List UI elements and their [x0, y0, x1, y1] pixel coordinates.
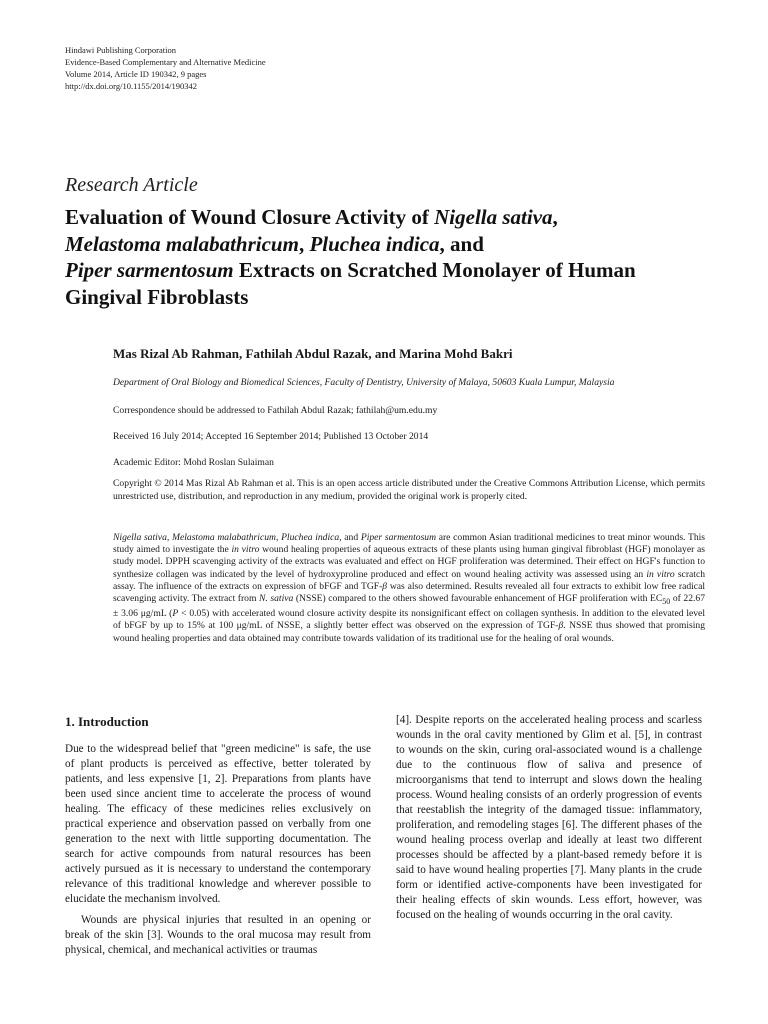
abstract-italic: P — [172, 608, 179, 620]
volume-line: Volume 2014, Article ID 190342, 9 pages — [65, 69, 207, 79]
author-list: Mas Rizal Ab Rahman, Fathilah Abdul Razak, and Marina Mohd Bakri — [113, 346, 513, 361]
abstract-italic: N. sativa — [259, 593, 294, 605]
body-column-left — [65, 712, 371, 958]
abstract-text: , and — [339, 532, 361, 543]
abstract-italic: β — [558, 620, 564, 632]
abstract-text: , — [275, 532, 282, 543]
abstract-subscript: 50 — [662, 596, 671, 606]
abstract-text: . NSSE thus showed that promising wound healing properties and data obtained may contribute towards validation of its traditional use for the healing of oral wounds. — [113, 620, 705, 644]
abstract-text: scratch assay. The influence of the extracts on expression of bFGF and TGF- — [113, 568, 705, 592]
body-paragraph: Wounds are physical injuries that resulted in an opening or break of the skin [3]. Wounds to the oral mucosa may result from physical, chemical, and mechanical activities or traumas — [65, 914, 371, 956]
title-species: Pluchea indica — [309, 231, 440, 256]
title-part: , and — [439, 231, 484, 256]
body-paragraph: Due to the widespread belief that "green medicine" is safe, the use of plant products is perceived as effective, better tolerated by patients, and less expensive [1, 2]. Preparations from plants have been used since ancient time to accelerate the process of wound healing. The efficacy of these medicines relies exclusively on practical experience and observation passed on verbally from one generation to the next with little supporting documentation. The search for active compounds from natural resources has been actively pursued as it is necessary to understand the contemporary relevance of this traditional knowledge and wherever possible to elucidate the mechanism involved. — [65, 743, 371, 905]
title-species: Piper sarmentosum — [65, 258, 234, 282]
abstract-text: was also determined. Results revealed all four extracts to exhibit low free radical scavenging activity. The extract from — [113, 580, 705, 605]
affiliation: Department of Oral Biology and Biomedical Sciences, Faculty of Dentistry, University of Malaya, 50603 Kuala Lumpur, Malaysia — [113, 377, 615, 388]
title-part: , — [298, 231, 310, 256]
journal-name: Evidence-Based Complementary and Alternative Medicine — [65, 57, 266, 67]
abstract-text: < 0.05) with accelerated wound closure activity despite its nonsignificant effect on collagen synthesis. In addition to the elevated level of bFGF by up to 15% at 100 μg/mL of NSSE, a slightly better effect was observed on the expression of TGF- — [113, 608, 705, 632]
abstract-text: (NSSE) compared to the others showed favourable enhancement of HGF proliferation with EC — [293, 593, 663, 605]
body-column-right — [396, 713, 702, 923]
publication-dates: Received 16 July 2014; Accepted 16 September 2014; Published 13 October 2014 — [113, 431, 429, 442]
article-title — [65, 204, 705, 310]
abstract-italic: Nigella sativa — [113, 532, 167, 543]
abstract-text: are common Asian traditional medicines to treat minor wounds. This study aimed to investigate the — [113, 532, 706, 556]
abstract — [113, 532, 705, 645]
title-part: , — [552, 205, 558, 229]
title-part: Evaluation of Wound Closure Activity of — [65, 205, 435, 229]
correspondence: Correspondence should be addressed to Fathilah Abdul Razak; fathilah@um.edu.my — [113, 405, 438, 416]
abstract-italic: β — [382, 580, 388, 592]
title-species: Nigella sativa — [434, 205, 553, 229]
publisher-line: Hindawi Publishing Corporation — [65, 45, 176, 55]
abstract-italic: in vitro — [646, 568, 675, 580]
abstract-text: of 22.67 ± 3.06 μg/mL ( — [113, 593, 705, 620]
doi-link[interactable]: http://dx.doi.org/10.1155/2014/190342 — [65, 81, 197, 91]
abstract-italic: Pluchea indica — [281, 532, 340, 543]
section-heading: 1. Introduction — [65, 714, 149, 729]
abstract-italic: Piper sarmentosum — [360, 532, 437, 543]
abstract-italic: Melastoma malabathricum — [171, 532, 276, 543]
article-type: Research Article — [65, 174, 198, 196]
title-species: Melastoma malabathricum — [65, 231, 299, 256]
abstract-italic: in vitro — [231, 544, 260, 556]
academic-editor: Academic Editor: Mohd Roslan Sulaiman — [113, 457, 274, 468]
copyright-notice: Copyright © 2014 Mas Rizal Ab Rahman et al. This is an open access article distributed under the Creative Commons Attribution License, which permits unrestricted use, distribution, and reproduction in any medium, provided the original work is properly cited. — [113, 478, 705, 502]
body-paragraph: [4]. Despite reports on the accelerated healing process and scarless wounds in the oral cavity mentioned by Glim et al. [5], in contrast to wounds on the skin, curing oral-associated wound is a challenge due to the continuous flow of saliva and presence of microorganisms that tend to interrupt and slows down the healing process. Wound healing consists of an orderly progression of events that reestablish the integrity of the damaged tissue: inflammatory, proliferation, and remodeling stages [6]. The different phases of the wound healing process overlap and ideally at least two different processes should be affected by a plant-based remedy before it is said to have wound healing properties [7]. Many plants in the crude form or identified active-components have been investigated for their healing effects of skin wounds. Less effort, however, was focused on the healing of wounds occurring in the oral cavity. — [396, 714, 702, 921]
title-part: Extracts on Scratched Monolayer of Human Gingival Fibroblasts — [65, 258, 636, 309]
journal-header — [65, 44, 266, 92]
abstract-text: wound healing properties of aqueous extracts of these plants using human gingival fibroblast (HGF) monolayer as study model. DPPH scavenging activity of the extracts was evaluated and effect on HGF proliferation was determined. Their effect on HGF's function to synthesize collagen was indicated by the level of hydroxyproline produced and effect on wound healing activity was assessed using an — [113, 544, 706, 580]
abstract-text: , — [166, 532, 172, 543]
